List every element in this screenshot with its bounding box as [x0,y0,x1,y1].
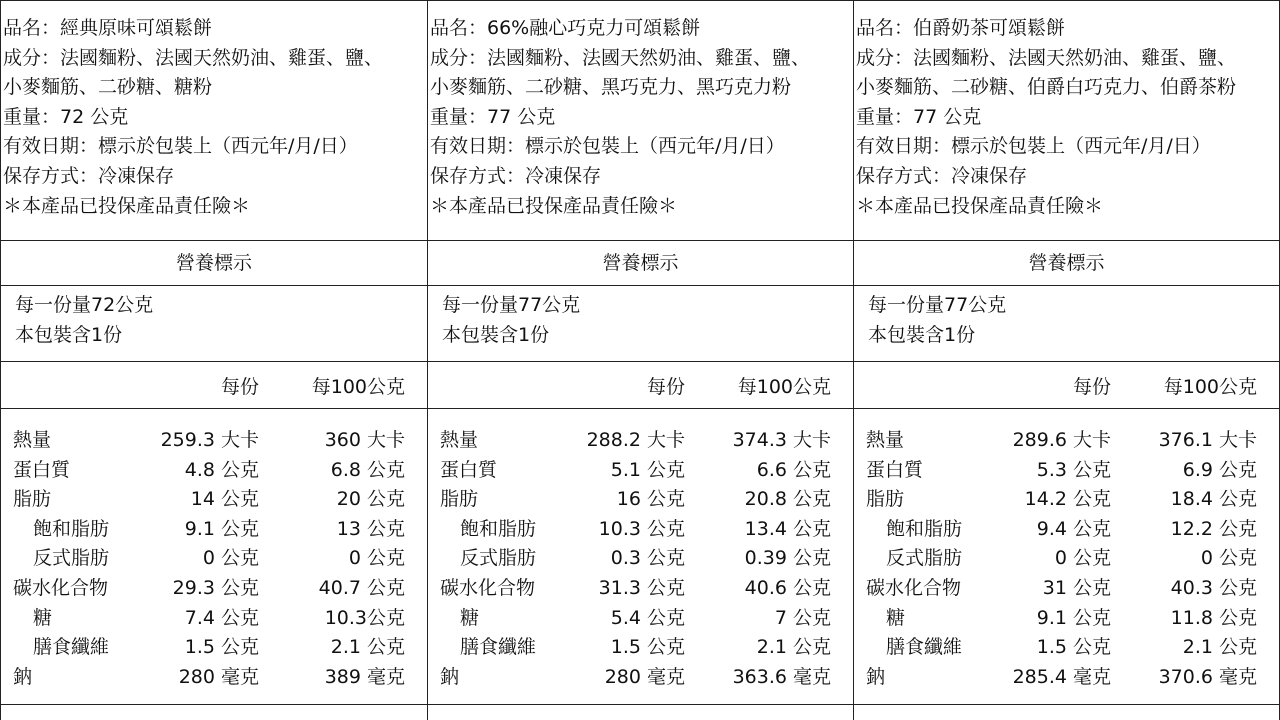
storage-method: 保存方式：冷凍保存 [430,164,602,187]
per-serving-value: 5.3 公克 [1036,458,1111,481]
per-100g-value: 11.8 公克 [1170,606,1257,629]
per-serving-value: 9.4 公克 [1036,517,1111,540]
expiry-date: 有效日期：標示於包裝上（西元年/月/日） [3,135,358,158]
nutrient-name: 蛋白質 [440,458,498,481]
per-serving-value: 1.5 公克 [1036,636,1111,659]
per-100g-value: 2.1 公克 [756,636,831,659]
divider [428,704,853,705]
nutrient-name: 膳食纖維 [33,636,110,659]
per-100g-value: 13.4 公克 [744,517,831,540]
nutrient-row-sodium [854,663,1279,693]
storage-method: 保存方式：冷凍保存 [3,164,175,187]
nutrient-name: 蛋白質 [866,458,924,481]
nutrient-row-protein [1,456,427,486]
nutrient-row-fat [1,485,427,515]
insurance-note: ＊本產品已投保產品責任險＊ [430,194,678,217]
nutrient-name: 脂肪 [866,488,905,511]
per-serving-value: 288.2 大卡 [586,429,685,451]
nutrient-row-carbohydrate [428,574,853,604]
nutrient-name: 飽和脂肪 [886,517,963,540]
per-serving-value: 0 公克 [202,547,259,570]
nutrient-row-sodium [1,663,427,693]
per-serving-value: 1.5 公克 [610,636,685,659]
nutrient-row-sodium [428,663,853,693]
nutrient-name: 反式脂肪 [460,547,537,570]
divider [1,285,427,286]
per-serving-value: 0.3 公克 [610,547,685,570]
servings-per-package: 本包裝含1份 [15,324,123,346]
nutrient-row-saturated-fat [428,515,853,545]
nutrition-table [854,426,1279,692]
per-serving-value: 259.3 大卡 [160,429,259,451]
nutrient-row-fat [428,485,853,515]
per-100g-value: 360 大卡 [324,429,405,451]
nutrient-row-fiber [1,633,427,663]
serving-size: 每一份量72公克 [15,294,154,316]
per-100g-value: 370.6 毫克 [1158,665,1257,688]
divider [854,361,1279,362]
per-100g-value: 6.9 公克 [1182,458,1257,481]
nutrient-row-trans-fat [428,544,853,574]
per-serving-value: 14 公克 [190,488,259,511]
nutrient-row-fiber [854,633,1279,663]
per-100g-value: 0 公克 [348,547,405,570]
nutrient-row-carbohydrate [1,574,427,604]
nutrient-name: 熱量 [440,429,479,451]
weight: 重量：77 公克 [430,105,556,128]
nutrient-row-protein [854,456,1279,486]
nutrient-name: 糖 [460,606,480,629]
insurance-note: ＊本產品已投保產品責任險＊ [3,194,251,217]
serving-info [868,290,1006,350]
ingredients-line-1: 成分：法國麵粉、法國天然奶油、雞蛋、鹽、 [430,46,811,69]
divider [428,285,853,286]
nutrient-row-carbohydrate [854,574,1279,604]
product-panel-classic [0,0,427,720]
product-panel-earl-grey [853,0,1280,720]
per-serving-value: 16 公克 [616,488,685,511]
per-100g-value: 10.3公克 [324,606,405,629]
servings-per-package: 本包裝含1份 [442,324,550,346]
nutrition-title: 營養標示 [175,252,252,274]
per-100g-value: 363.6 毫克 [732,665,831,688]
per-serving-value: 280 毫克 [604,665,685,688]
per-100g-value: 12.2 公克 [1170,517,1257,540]
weight: 重量：72 公克 [3,105,129,128]
divider [1,408,427,409]
ingredients-line-1: 成分：法國麵粉、法國天然奶油、雞蛋、鹽、 [856,46,1237,69]
product-info [856,14,1279,221]
nutrient-name: 碳水化合物 [866,576,962,599]
nutrient-name: 飽和脂肪 [33,517,110,540]
nutrition-title: 營養標示 [1028,252,1105,274]
per-100g-value: 6.8 公克 [330,458,405,481]
per-100g-value: 20.8 公克 [744,488,831,511]
nutrient-row-sugar [428,604,853,634]
per-serving-value: 5.1 公克 [610,458,685,481]
column-header-per-serving: 每份 [1072,376,1111,398]
per-100g-value: 6.6 公克 [756,458,831,481]
nutrient-row-trans-fat [1,544,427,574]
divider [1,704,427,705]
nutrient-name: 熱量 [866,429,905,451]
per-100g-value: 13 公克 [336,517,405,540]
per-100g-value: 2.1 公克 [330,636,405,659]
nutrient-name: 糖 [886,606,906,629]
nutrient-row-sugar [854,604,1279,634]
per-100g-value: 40.7 公克 [318,576,405,599]
per-100g-value: 2.1 公克 [1182,636,1257,659]
expiry-date: 有效日期：標示於包裝上（西元年/月/日） [856,135,1211,158]
nutrient-name: 鈉 [440,665,460,688]
column-header-per-serving: 每份 [220,376,259,398]
serving-size: 每一份量77公克 [442,294,581,316]
nutrient-row-saturated-fat [1,515,427,545]
divider [854,704,1279,705]
per-serving-value: 14.2 公克 [1024,488,1111,511]
per-serving-value: 0 公克 [1054,547,1111,570]
weight: 重量：77 公克 [856,105,982,128]
ingredients-line-1: 成分：法國麵粉、法國天然奶油、雞蛋、鹽、 [3,46,384,69]
per-serving-value: 9.1 公克 [1036,606,1111,629]
serving-size: 每一份量77公克 [868,294,1007,316]
per-100g-value: 40.3 公克 [1170,576,1257,599]
nutrient-name: 膳食纖維 [886,636,963,659]
per-100g-value: 0 公克 [1200,547,1257,570]
per-100g-value: 0.39 公克 [744,547,831,570]
product-name: 品名：經典原味可頌鬆餅 [3,17,213,39]
per-100g-value: 18.4 公克 [1170,488,1257,511]
ingredients-line-2: 小麥麵筋、二砂糖、黑巧克力、黑巧克力粉 [430,76,792,99]
per-100g-value: 20 公克 [336,488,405,511]
per-serving-value: 10.3 公克 [598,517,685,540]
per-serving-value: 285.4 毫克 [1012,665,1111,688]
per-100g-value: 389 毫克 [324,665,405,688]
nutrient-row-saturated-fat [854,515,1279,545]
product-info [3,14,427,221]
divider [428,408,853,409]
nutrient-row-fat [854,485,1279,515]
column-header-per-100g: 每100公克 [1163,376,1257,398]
nutrient-name: 碳水化合物 [13,576,109,599]
nutrient-row-sugar [1,604,427,634]
per-serving-value: 9.1 公克 [184,517,259,540]
nutrient-name: 熱量 [13,429,52,451]
nutrition-table [1,426,427,692]
divider [854,0,1279,1]
insurance-note: ＊本產品已投保產品責任險＊ [856,194,1104,217]
nutrition-title: 營養標示 [602,252,679,274]
per-100g-value: 7 公克 [774,606,831,629]
column-header-per-serving: 每份 [646,376,685,398]
nutrient-row-energy [854,426,1279,456]
column-header-per-100g: 每100公克 [737,376,831,398]
nutrient-name: 飽和脂肪 [460,517,537,540]
expiry-date: 有效日期：標示於包裝上（西元年/月/日） [430,135,785,158]
nutrient-name: 反式脂肪 [886,547,963,570]
divider [428,361,853,362]
nutrition-table [428,426,853,692]
per-serving-value: 289.6 大卡 [1012,429,1111,451]
nutrient-name: 碳水化合物 [440,576,536,599]
product-name: 品名：伯爵奶茶可頌鬆餅 [856,17,1066,39]
nutrient-name: 糖 [33,606,53,629]
servings-per-package: 本包裝含1份 [868,324,976,346]
nutrient-name: 鈉 [866,665,886,688]
divider [428,0,853,1]
divider [854,285,1279,286]
nutrient-row-energy [428,426,853,456]
per-serving-value: 31 公克 [1042,576,1111,599]
nutrient-row-trans-fat [854,544,1279,574]
ingredients-line-2: 小麥麵筋、二砂糖、伯爵白巧克力、伯爵茶粉 [856,76,1237,99]
nutrient-name: 膳食纖維 [460,636,537,659]
nutrient-name: 反式脂肪 [33,547,110,570]
column-header-per-100g: 每100公克 [311,376,405,398]
serving-info [442,290,580,350]
nutrient-name: 鈉 [13,665,33,688]
per-serving-value: 280 毫克 [178,665,259,688]
nutrient-row-energy [1,426,427,456]
nutrient-name: 蛋白質 [13,458,71,481]
nutrient-name: 脂肪 [440,488,479,511]
divider [854,408,1279,409]
storage-method: 保存方式：冷凍保存 [856,164,1028,187]
per-100g-value: 40.6 公克 [744,576,831,599]
per-serving-value: 29.3 公克 [172,576,259,599]
divider [1,361,427,362]
per-100g-value: 376.1 大卡 [1158,429,1257,451]
product-info [430,14,853,221]
per-serving-value: 4.8 公克 [184,458,259,481]
product-name: 品名：66%融心巧克力可頌鬆餅 [430,17,701,39]
ingredients-line-2: 小麥麵筋、二砂糖、糖粉 [3,76,213,99]
per-serving-value: 1.5 公克 [184,636,259,659]
per-serving-value: 5.4 公克 [610,606,685,629]
product-panel-chocolate [427,0,853,720]
per-100g-value: 374.3 大卡 [732,429,831,451]
nutrient-name: 脂肪 [13,488,52,511]
per-serving-value: 31.3 公克 [598,576,685,599]
nutrient-row-protein [428,456,853,486]
divider [1,0,427,1]
per-serving-value: 7.4 公克 [184,606,259,629]
nutrient-row-fiber [428,633,853,663]
serving-info [15,290,153,350]
